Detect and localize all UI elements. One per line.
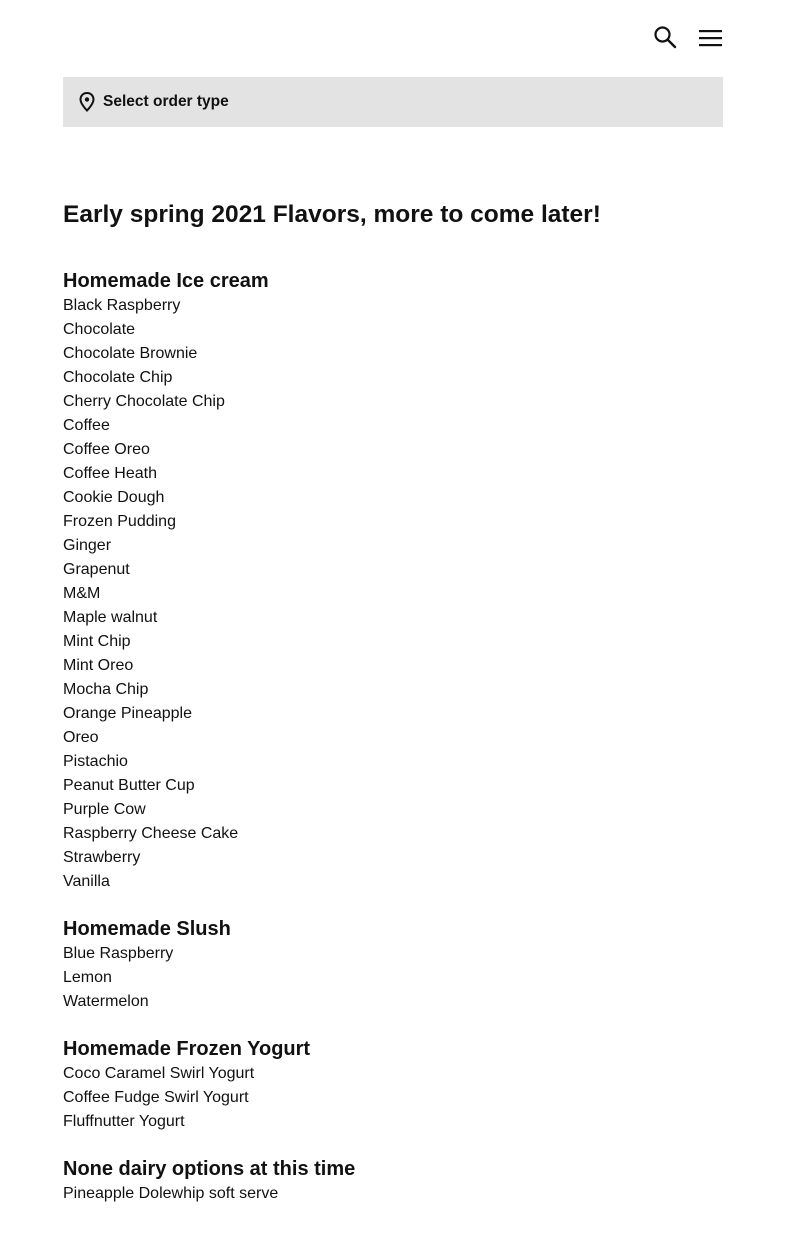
list-item: Oreo [63,729,99,746]
list-item: Coffee Oreo [63,441,150,458]
list-item: Black Raspberry [63,297,181,314]
section-title: None dairy options at this time [63,1158,356,1180]
list-item: Frozen Pudding [63,513,176,530]
list-item: M&M [63,585,101,602]
search-icon [653,25,677,49]
list-item: Mint Oreo [63,657,134,674]
section-homemade-slush [63,917,723,1014]
list-item: Maple walnut [63,609,158,626]
list-item: Coffee Heath [63,465,157,482]
list-item: Pineapple Dolewhip soft serve [63,1185,279,1202]
section-homemade-frozen-yogurt [63,1037,723,1134]
section-homemade-ice-cream [63,269,723,894]
site-header [0,0,785,74]
list-item: Purple Cow [63,801,146,818]
section-title: Homemade Frozen Yogurt [63,1038,311,1060]
list-item: Strawberry [63,849,141,866]
hamburger-menu-icon [698,27,724,49]
list-item: Grapenut [63,561,130,578]
list-item: Ginger [63,537,112,554]
list-item: Raspberry Cheese Cake [63,825,239,842]
section-non-dairy-options [63,1157,723,1206]
list-item: Orange Pineapple [63,705,192,722]
list-item: Mint Chip [63,633,131,650]
list-item: Vanilla [63,873,110,890]
list-item: Watermelon [63,993,149,1010]
section-title: Homemade Ice cream [63,270,269,292]
list-item: Coffee [63,417,110,434]
section-title: Homemade Slush [63,918,231,940]
menu-button[interactable] [697,24,725,52]
list-item: Fluffnutter Yogurt [63,1113,185,1130]
list-item: Chocolate [63,321,136,338]
list-item: Mocha Chip [63,681,149,698]
list-item: Pistachio [63,753,128,770]
list-item: Blue Raspberry [63,945,174,962]
menu-content [63,196,723,1229]
list-item: Cherry Chocolate Chip [63,393,225,410]
list-item: Coco Caramel Swirl Yogurt [63,1065,255,1082]
list-item: Chocolate Chip [63,369,173,386]
location-pin-icon [79,92,95,112]
search-button[interactable] [651,23,679,51]
list-item: Chocolate Brownie [63,345,198,362]
list-item: Coffee Fudge Swirl Yogurt [63,1089,249,1106]
order-type-label: Select order type [103,93,229,110]
list-item: Cookie Dough [63,489,165,506]
select-order-type-button[interactable] [63,77,723,127]
list-item: Lemon [63,969,112,986]
list-item: Peanut Butter Cup [63,777,195,794]
page-title: Early spring 2021 Flavors, more to come later! [63,201,601,228]
